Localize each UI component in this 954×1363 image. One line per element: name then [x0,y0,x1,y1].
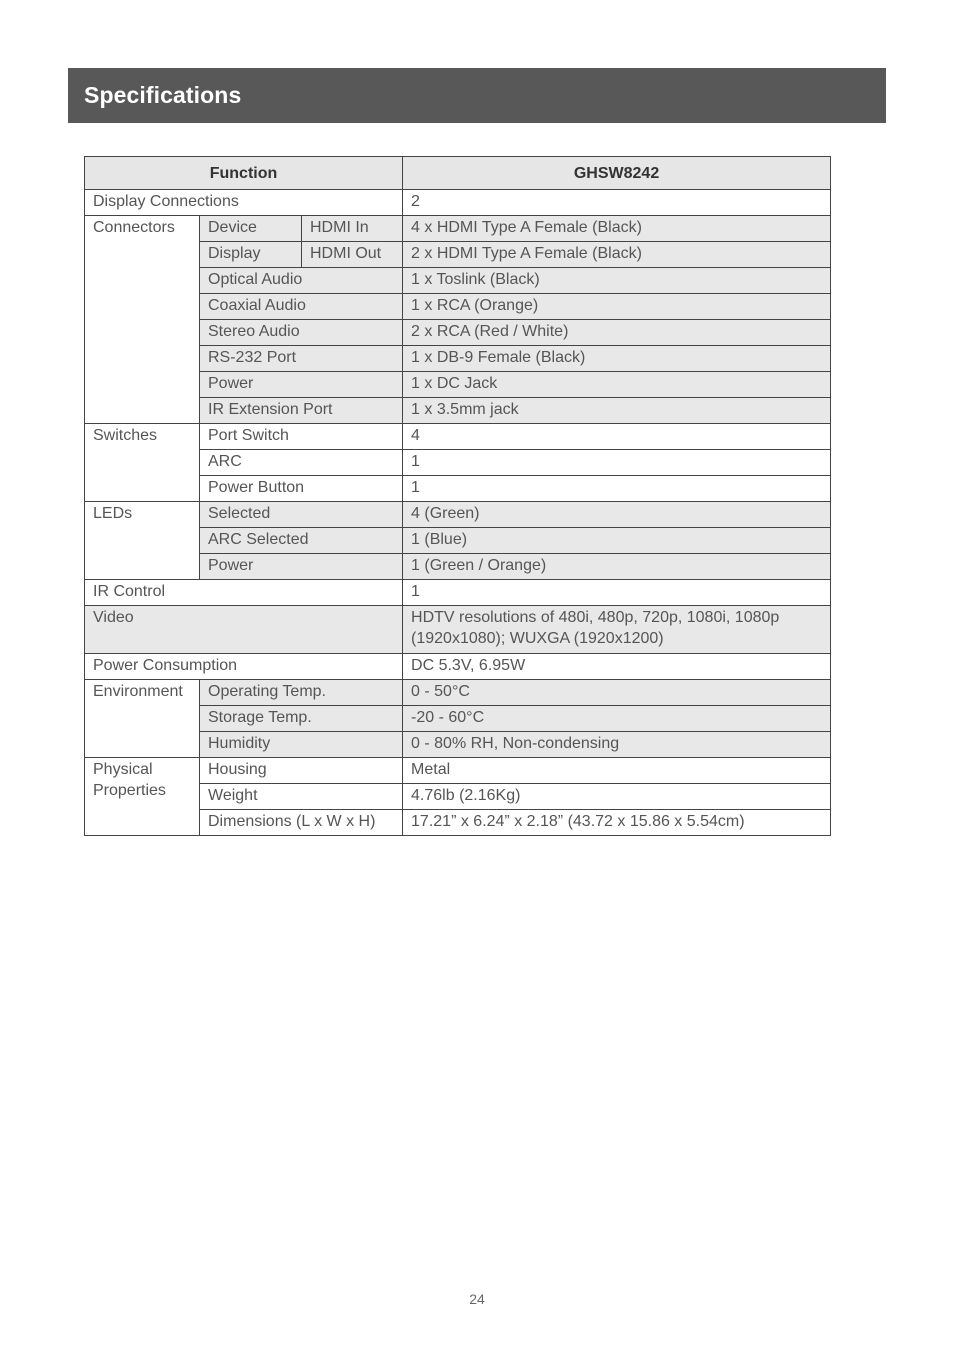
group-label-connectors: Connectors [85,216,200,424]
row-value: 1 [403,450,831,476]
table-row [85,424,831,450]
row-label: Display [200,242,302,268]
row-label: Device [200,216,302,242]
table-row [85,216,831,242]
row-value: 4 x HDMI Type A Female (Black) [403,216,831,242]
row-label: Housing [200,758,403,784]
row-label: Weight [200,784,403,810]
row-label: Selected [200,502,403,528]
row-label: Video [85,606,403,654]
group-label-leds: LEDs [85,502,200,580]
row-label: Power Consumption [85,654,403,680]
section-header-bar [68,68,886,123]
group-label-physical-properties [85,758,200,836]
specifications-table [84,156,831,836]
row-label: Dimensions (L x W x H) [200,810,403,836]
row-value: 1 x Toslink (Black) [403,268,831,294]
row-sublabel: HDMI In [302,216,403,242]
page-title: Specifications [84,82,242,108]
row-value: 17.21” x 6.24” x 2.18” (43.72 x 15.86 x 5.54cm) [403,810,831,836]
row-value: 4.76lb (2.16Kg) [403,784,831,810]
table-row [85,190,831,216]
row-label: IR Control [85,580,403,606]
row-value: 2 x HDMI Type A Female (Black) [403,242,831,268]
row-value: Metal [403,758,831,784]
group-label-line: Physical [93,761,153,778]
row-label: Storage Temp. [200,706,403,732]
row-value: 1 [403,476,831,502]
page-number: 24 [469,1291,485,1307]
row-label: Operating Temp. [200,680,403,706]
row-value: -20 - 60°C [403,706,831,732]
row-value: DC 5.3V, 6.95W [403,654,831,680]
row-label: RS-232 Port [200,346,403,372]
row-label: ARC [200,450,403,476]
row-value: 1 (Green / Orange) [403,554,831,580]
table-row [85,606,831,654]
row-label: Coaxial Audio [200,294,403,320]
table-row [85,758,831,784]
row-value: 4 (Green) [403,502,831,528]
table-row [85,502,831,528]
row-label: Power [200,372,403,398]
row-label: IR Extension Port [200,398,403,424]
row-value: 0 - 50°C [403,680,831,706]
row-sublabel: HDMI Out [302,242,403,268]
row-label: Humidity [200,732,403,758]
row-label: Optical Audio [200,268,403,294]
group-label-switches: Switches [85,424,200,502]
table-row [85,680,831,706]
header-model: GHSW8242 [403,157,831,190]
row-value: HDTV resolutions of 480i, 480p, 720p, 1080i, 1080p (1920x1080); WUXGA (1920x1200) [403,606,831,654]
row-value: 1 x 3.5mm jack [403,398,831,424]
row-value: 4 [403,424,831,450]
group-label-line: Properties [93,782,166,799]
row-value: 2 [403,190,831,216]
row-value: 1 x DB-9 Female (Black) [403,346,831,372]
group-label-environment: Environment [85,680,200,758]
header-function: Function [85,157,403,190]
row-value: 0 - 80% RH, Non-condensing [403,732,831,758]
row-label: Port Switch [200,424,403,450]
row-value: 1 [403,580,831,606]
row-label: Display Connections [85,190,403,216]
row-label: ARC Selected [200,528,403,554]
row-value: 1 (Blue) [403,528,831,554]
table-row [85,654,831,680]
table-header-row [85,157,831,190]
row-label: Power [200,554,403,580]
row-value: 1 x DC Jack [403,372,831,398]
row-label: Power Button [200,476,403,502]
row-value: 2 x RCA (Red / White) [403,320,831,346]
row-value: 1 x RCA (Orange) [403,294,831,320]
table-row [85,580,831,606]
row-label: Stereo Audio [200,320,403,346]
